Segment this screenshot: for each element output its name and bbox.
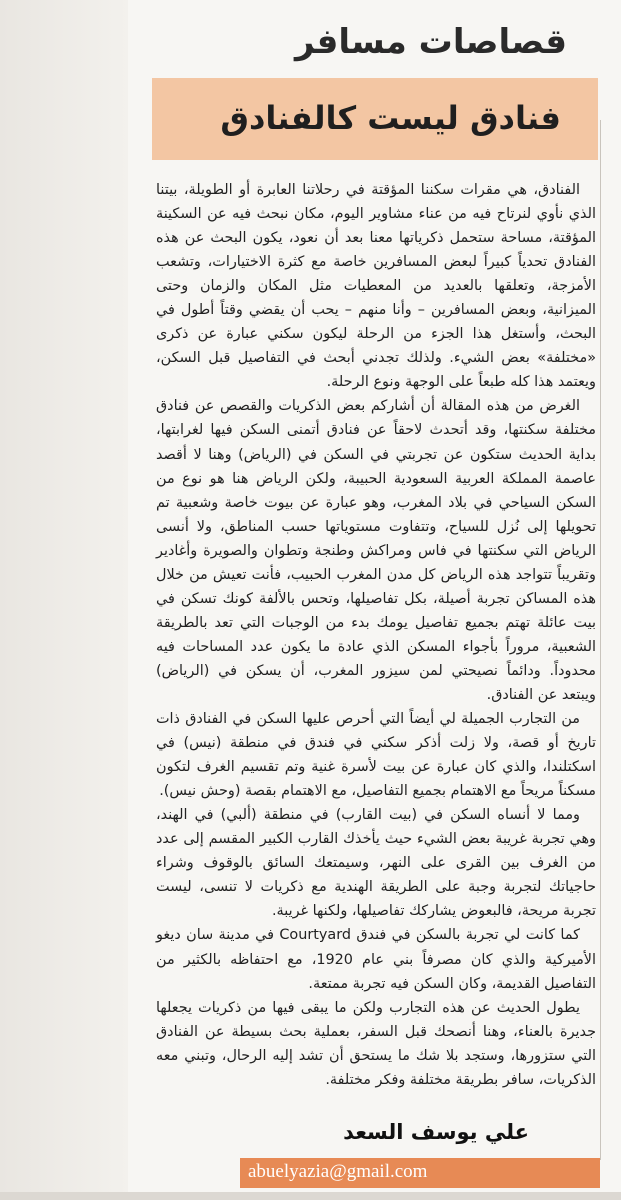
author-name: علي يوسف السعد <box>343 1120 529 1144</box>
article-paragraph: ومما لا أنساه السكن في (بيت القارب) في منطقة (ألبي) في الهند، وهي تجربة غريبة بعض الشيء حيث يأخذك القارب الكبير المقسم إلى عدد من الغرف بين القرى على النهر، وسيمتعك السائق بالوقوف وشراء حاجياتك لتجربة وجبة على الطريقة الهندية مع ذكريات لا تنسى، ليست تجربة مريحة، فالبعوض يشاركك تفاصيلها، ولكنها غريبة. <box>156 807 596 920</box>
article-paragraph: الغرض من هذه المقالة أن أشاركم بعض الذكريات والقصص عن فنادق مختلفة سكنتها، وقد أتحدث لاحقاً عن فنادق أتمنى السكن فيها لغرابتها، بداية الحديث ستكون عن تجربتي في السكن في (الرياض) وهنا لا أقصد عاصمة المملكة العربية السعودية الحبيبة، ولكن الرياض هنا هو نوع من السكن السياحي في بلاد المغرب، وهو عبارة عن بيوت خاصة وشعبية تم تحويلها إلى نُزل للسياح، وتتفاوت مستوياتها حسب المناطق، ولا أنسى الرياض التي سكنتها في فاس ومراكش وطنجة وتطوان والصويرة وأغادير وتقريباً تتواجد هذه الرياض كل مدن المغرب الحبيب، فأنت تعيش من خلال هذه المساكن تجربة أصيلة، بكل تفاصيلها، وتحس بالألفة كونك تسكن في بيت عائلة تهتم بجميع تفاصيل يومك بدء من الوجبات التي تعد بالطريقة الشعبية، مروراً بأجواء المسكن الذي عادة ما يكون عدد المساحات فيه محدوداً. ودائماً نصيحتي لمن سيزور المغرب، أن يسكن في (الرياض) ويبتعد عن الفنادق. <box>156 398 596 703</box>
article-paragraph: من التجارب الجميلة لي أيضاً التي أحرص عليها السكن في الفنادق ذات تاريخ أو قصة، ولا زلت أذكر سكني في فندق في منطقة (نيس) في اسكتلندا، والذي كان عبارة عن بيت لأسرة غنية وتم تقسيم الغرف لتكون مسكناً مريحاً مع الاهتمام بجميع التفاصيل، مع الاهتمام بقصة (وحش نيس). <box>156 711 596 800</box>
article-paragraph: كما كانت لي تجربة بالسكن في فندق Courtyard في مدينة سان ديغو الأميركية والذي كان مصرفاً بني عام 1920، مع احتفاظه بالكثير من التفاصيل القديمة، وكان السكن فيه تجربة ممتعة. <box>156 927 597 992</box>
page-bottom-edge <box>0 1192 621 1200</box>
author-email: abuelyazia@gmail.com <box>248 1161 428 1182</box>
section-title: قصاصات مسافر <box>295 22 567 62</box>
page-margin <box>0 0 128 1200</box>
article-paragraph: يطول الحديث عن هذه التجارب ولكن ما يبقى فيها من ذكريات يجعلها جديرة بالعناء، وهنا أنصحك قبل السفر، بعملية بحث بسيطة عن الفنادق التي ستزورها، وستجد بلا شك ما يستحق أن تشد إليه الرحال، وتبني معه الذكريات، سافر بطريقة مختلفة وفكر مختلفة. <box>156 999 596 1088</box>
article-paragraph: الفنادق، هي مقرات سكننا المؤقتة في رحلاتنا العابرة أو الطويلة، بيتنا الذي نأوي لنرتاح فيه من عناء مشاوير اليوم، مكان نبحث فيه عن السكينة المؤقتة، مساحة ستحمل ذكرياتها معنا بعد أن نعود، يكون البحث عن هذه الفنادق تحدياً كبيراً لبعض المسافرين خاصة مع كثرة الاختيارات، وتشعب الأمزجة، وتعلقها بالعديد من المعطيات مثل المكان والزمان وحتى الميزانية، وبعض المسافرين – وأنا منهم – يحب أن يقضي وقتاً أطول في البحث، وأستغل هذا الجزء من الرحلة ليكون سكني عبارة عن ذكرى «مختلفة» بعض الشيء. ولذلك تجدني أبحث في التفاصيل قبل السكن، ويعتمد هذا كله طبعاً على الوجهة ونوع الرحلة. <box>156 182 596 391</box>
headline: فنادق ليست كالفنادق <box>220 99 561 137</box>
article-body <box>156 178 596 1092</box>
column-rule <box>600 120 601 1160</box>
